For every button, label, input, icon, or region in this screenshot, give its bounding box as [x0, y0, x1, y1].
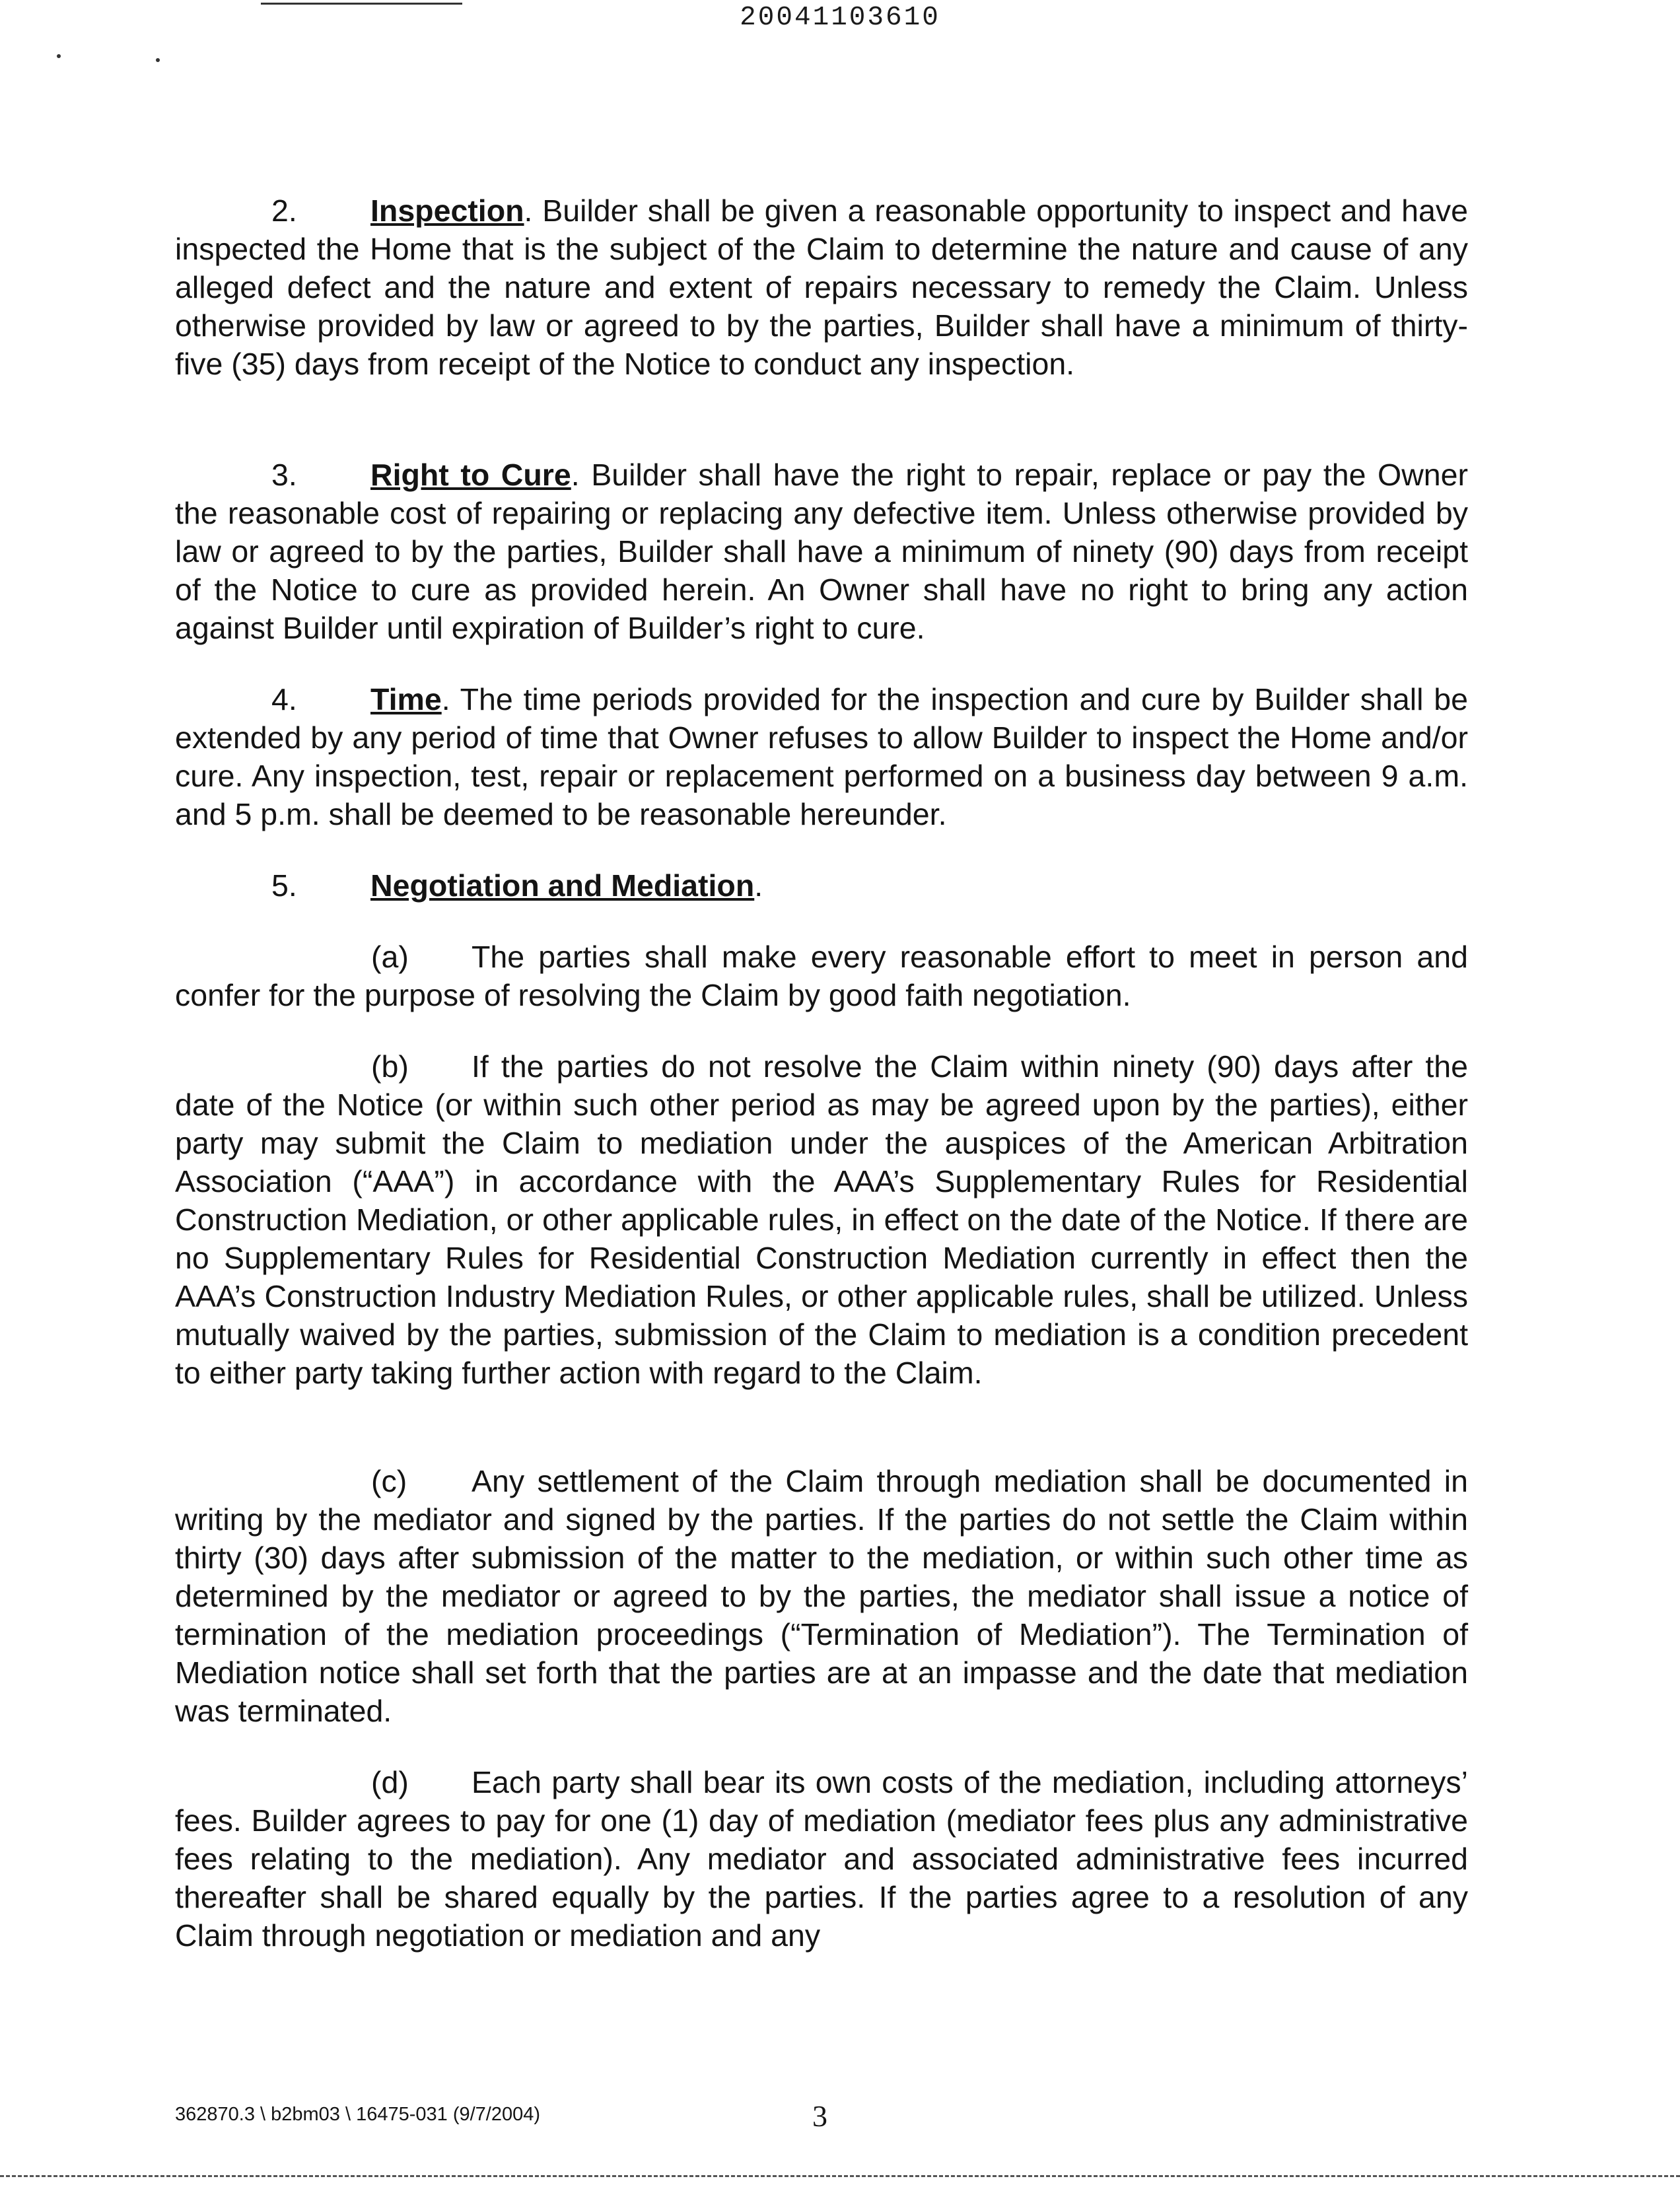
footer-page-number: 3	[812, 2099, 827, 2133]
scan-artifact-dot	[57, 54, 61, 58]
section-heading: Inspection	[370, 193, 524, 228]
subsection-d	[175, 1763, 1468, 1955]
section-inspection	[175, 191, 1468, 383]
section-heading: Time	[370, 682, 442, 716]
section-number: 3.	[271, 458, 297, 492]
subsection-text: The parties shall make every reasonable effort to meet in person and confer for the purpose of resolving the Claim by good faith negotiation.	[175, 940, 1468, 1012]
subsection-text: Each party shall bear its own costs of the mediation, including attorneys’ fees. Builder agrees to pay for one (1) day of mediation (mediator fees plus any administrative fees relating to the mediation). Any mediator and associated administrative fees incurred thereafter shall be shared equally by the parties. If the parties agree to a resolution of any Claim through negotiation or mediation and any	[175, 1765, 1468, 1953]
subsection-label: (d)	[371, 1765, 409, 1799]
section-text: . The time periods provided for the inspection and cure by Builder shall be extended by any period of time that Owner refuses to allow Builder to inspect the Home and/or cure. Any inspection, test, repair or replacement performed on a business day between 9 a.m. and 5 p.m. shall be deemed to be reasonable hereunder.	[175, 682, 1468, 831]
section-heading: Negotiation and Mediation	[370, 868, 755, 903]
subsection-label: (a)	[371, 940, 409, 974]
scan-artifact-bottom-rule	[0, 2175, 1680, 2177]
section-number: 2.	[271, 193, 297, 228]
scan-artifact-dot	[156, 58, 160, 62]
section-time	[175, 680, 1468, 833]
section-number: 4.	[271, 682, 297, 716]
scan-artifact-top-rule	[261, 3, 462, 5]
section-heading: Right to Cure	[370, 458, 571, 492]
subsection-text: Any settlement of the Claim through mediation shall be documented in writing by the mediator and signed by the parties. If the parties do not settle the Claim within thirty (30) days after submission of the matter to the mediation, or within such other time as determined by the mediator or agreed to by the parties, the mediator shall issue a notice of termination of the mediation proceedings (“Termination of Mediation”). The Termination of Mediation notice shall set forth that the parties are at an impasse and the date that mediation was terminated.	[175, 1464, 1468, 1728]
section-right-to-cure	[175, 456, 1468, 647]
section-negotiation-mediation	[175, 866, 1468, 905]
subsection-a	[175, 938, 1468, 1014]
subsection-c	[175, 1462, 1468, 1730]
section-text: . Builder shall be given a reasonable opportunity to inspect and have inspected the Home that is the subject of the Claim to determine the nature and cause of any alleged defect and the nature and extent of repairs necessary to remedy the Claim. Unless otherwise provided by law or agreed to by the parties, Builder shall have a minimum of thirty-five (35) days from receipt of the Notice to conduct any inspection.	[175, 193, 1468, 381]
subsection-label: (c)	[371, 1464, 407, 1498]
document-number: 20041103610	[740, 3, 940, 33]
subsection-label: (b)	[371, 1049, 409, 1084]
section-text: . Builder shall have the right to repair, replace or pay the Owner the reasonable cost of repairing or replacing any defective item. Unless otherwise provided by law or agreed to by the parties, Builder shall have a minimum of ninety (90) days from receipt of the Notice to cure as provided herein. An Owner shall have no right to bring any action against Builder until expiration of Builder’s right to cure.	[175, 458, 1468, 645]
subsection-b	[175, 1047, 1468, 1392]
subsection-text: If the parties do not resolve the Claim within ninety (90) days after the date of the Notice (or within such other period as may be agreed upon by the parties), either party may submit the Claim to mediation under the auspices of the American Arbitration Association (“AAA”) in accordance with the AAA’s Supplementary Rules for Residential Construction Mediation, or other applicable rules, in effect on the date of the Notice. If there are no Supplementary Rules for Residential Construction Mediation currently in effect then the AAA’s Construction Industry Mediation Rules, or other applicable rules, shall be utilized. Unless mutually waived by the parties, submission of the Claim to mediation is a condition precedent to either party taking further action with regard to the Claim.	[175, 1049, 1468, 1390]
section-number: 5.	[271, 868, 297, 903]
footer-reference: 362870.3 \ b2bm03 \ 16475-031 (9/7/2004)	[175, 2104, 541, 2125]
section-text: .	[754, 868, 763, 903]
